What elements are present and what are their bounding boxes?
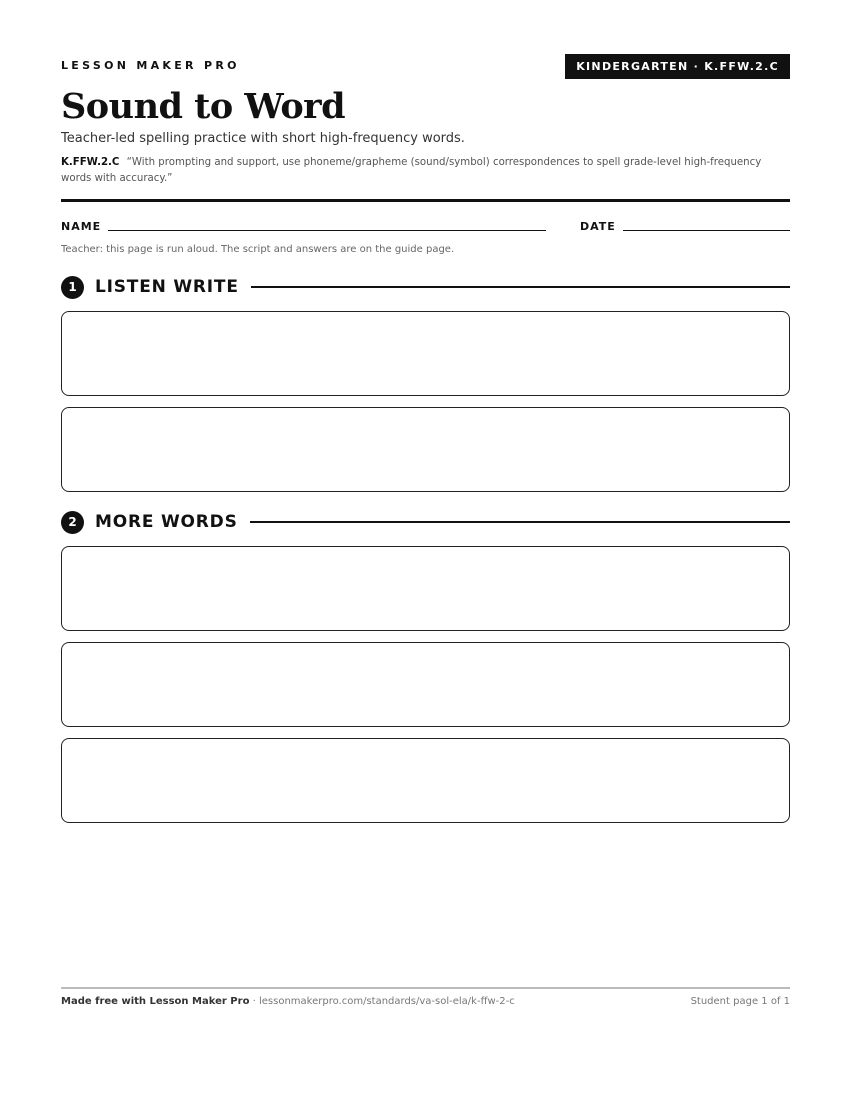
- name-line[interactable]: [108, 230, 546, 231]
- answer-box[interactable]: [61, 738, 790, 823]
- footer-url[interactable]: lessonmakerpro.com/standards/va-sol-ela/k-ffw-2-c: [258, 996, 515, 1007]
- section-listen-write: [61, 274, 790, 300]
- worksheet-page: [61, 0, 790, 1100]
- footer-page-info: Student page 1 of 1: [690, 996, 790, 1007]
- page-subtitle: Teacher-led spelling practice with short high-frequency words.: [61, 131, 465, 146]
- name-label: NAME: [61, 220, 102, 233]
- answer-box[interactable]: [61, 311, 790, 396]
- date-line[interactable]: [623, 230, 790, 231]
- date-label: DATE: [580, 220, 616, 233]
- section-rule: [251, 286, 790, 288]
- brand-name: LESSON MAKER PRO: [61, 59, 240, 72]
- section-number-badge: 1: [61, 276, 84, 299]
- section-more-words: [61, 509, 790, 535]
- header-divider: [61, 199, 790, 202]
- answer-box[interactable]: [61, 642, 790, 727]
- page-title: Sound to Word: [61, 86, 346, 127]
- section-title: LISTEN WRITE: [95, 277, 239, 297]
- teacher-note: Teacher: this page is run aloud. The script and answers are on the guide page.: [61, 244, 455, 255]
- answer-box[interactable]: [61, 407, 790, 492]
- footer-made-with: Made free with Lesson Maker Pro: [61, 996, 250, 1007]
- footer-divider: [61, 987, 790, 989]
- grade-badge: KINDERGARTEN · K.FFW.2.C: [565, 54, 790, 79]
- standard-code: K.FFW.2.C: [61, 157, 120, 168]
- section-title: MORE WORDS: [95, 512, 238, 532]
- footer-credit: [61, 995, 515, 1009]
- standard-description: [61, 155, 790, 187]
- answer-box[interactable]: [61, 546, 790, 631]
- section-number-badge: 2: [61, 511, 84, 534]
- standard-text: “With prompting and support, use phoneme/grapheme (sound/symbol) correspondences to spell grade-level high-frequency words with accuracy.”: [61, 157, 762, 184]
- section-rule: [250, 521, 790, 523]
- footer-separator: ·: [249, 996, 259, 1007]
